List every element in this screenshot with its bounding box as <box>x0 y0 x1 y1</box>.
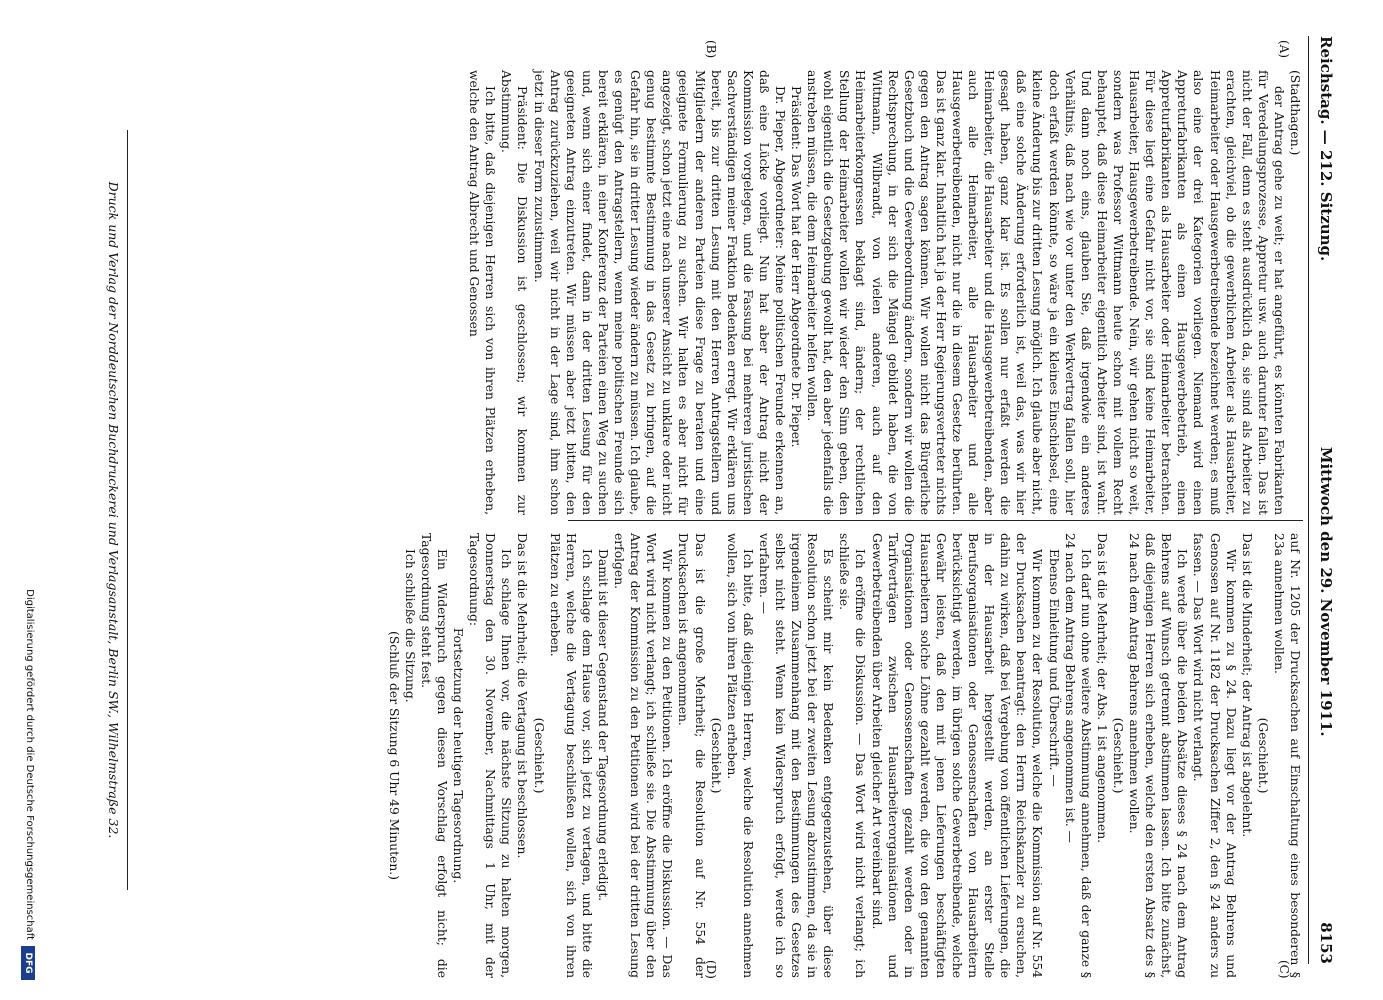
right-paragraph: Fortsetzung der heutigen Tagesordnung. <box>451 627 466 884</box>
page-number: 8153 <box>1317 922 1335 964</box>
right-paragraph: Ein Widerspruch gegen diesen Vorschlag erfolgt nicht; die Tagesordnung steht fest. <box>418 533 450 978</box>
right-paragraph: Ich werde über die beiden Absätze dieses § 24 nach dem Antrag Behrens auf Wunsch getrennt abstimmen lassen. Ich bitte zunächst, daß diejenigen Herren sich erheben, welche den ersten Absatz des § 24 nach dem Antrag Behrens annehmen wollen. <box>1127 533 1190 978</box>
left-paragraph: Präsident: Die Diskussion ist geschlossen; wir kommen zur Abstimmung. <box>499 70 530 515</box>
margin-mark-c: (C) <box>1277 960 1291 979</box>
digitization-credit: Digitalisierung gefördert durch die Deutsche Forschungsgemeinschaft <box>24 589 35 940</box>
right-paragraph: Damit ist dieser Gegenstand der Tagesordnung erledigt. <box>595 549 610 902</box>
right-paragraph: (Schluß der Sitzung 6 Uhr 49 Minuten.) <box>386 631 401 880</box>
right-paragraph: Das ist die Mehrheit; die Vertagung ist beschlossen. <box>515 533 530 859</box>
right-paragraph: Ich schlage Ihnen vor, die nächste Sitzung zu halten morgen, Donnerstag den 30. November, Nachmittags 1 Uhr, mit der Tagesordnung: <box>467 533 514 978</box>
right-paragraph: Das ist die große Mehrheit; die Resolution auf Nr. 554 der Drucksachen ist angenommen. <box>676 533 707 978</box>
margin-mark-a: (A) <box>1277 40 1291 59</box>
right-paragraph: (Geschieht.) <box>1255 717 1270 794</box>
right-paragraph: Wir kommen zu § 24. Dazu liegt vor der Antrag Behrens und Genossen auf Nr. 1182 der Drucksachen Ziffer 2, den § 24 anders zu fassen. — Das Wort wird nicht verlangt. <box>1191 533 1238 978</box>
margin-mark-d: (D) <box>704 960 718 979</box>
header-left: Reichstag. — 212. Sitzung. <box>1317 36 1335 262</box>
left-paragraph: (Stadthagen.) <box>1288 70 1302 156</box>
right-paragraph: Ich eröffne die Diskussion. — Das Wort wird nicht verlangt; ich schließe sie. <box>837 533 868 978</box>
dfg-logo: DFG <box>21 946 35 980</box>
right-paragraph: auf Nr. 1205 der Drucksachen auf Einschaltung eines besonderen § 23a annehmen wollen. <box>1271 533 1302 978</box>
right-paragraph: (Geschieht.) <box>1110 717 1125 794</box>
right-paragraph: Wir kommen zu den Petitionen. Ich eröffne die Diskussion. — Das Wort wird nicht verlangt; ich schließe sie. Die Abstimmung über den Antrag der Kommission zu den Petitionen wird bei der dritten Lesung erfolgen. <box>612 533 675 978</box>
right-paragraph: Ich schließe die Sitzung. <box>402 549 417 703</box>
page-header <box>1308 36 1335 964</box>
right-paragraph: Das ist die Mehrheit; der Abs. 1 ist angenommen. <box>1094 533 1109 844</box>
right-paragraph: (Geschieht.) <box>531 717 546 794</box>
left-paragraph: Dr. Pieper, Abgeordneter: Meine politischen Freunde erkennen an, daß eine Lücke vorliegt. Nun hat aber der Antrag nicht der Kommission vorgelegen, und die Fassung bei mehreren juristischen Sachverständigen meiner Fraktion Bedenken erregt. Wir erklären uns bereit, bis zur dritten Lesung mit den Herren Antragstellern und Mitgliedern der anderen Parteien diese Frage zu beraten und eine geeignete Formulierung zu suchen. Wir halten es aber nicht für angezeigt, schon jetzt eine nach unserer Ansicht zu unklare oder nicht genug bestimmte Bestimmung in das Gesetz zu bringen, auf die Gefahr hin, sie in dritter Lesung wieder ändern zu müssen. Ich glaube, es genügt den Antragstellern, wenn meine politischen Freunde sich bereit erklären, in einer Konferenz der Parteien einen Weg zu suchen und, wenn sich einer findet, dann in der dritten Lesung für den geeigneten Antrag einzutreten. Wir müssen aber jetzt bitten, den Antrag zurückzuziehen, weil wir nicht in der Lage sind, ihm schon jetzt in dieser Form zuzustimmen. <box>531 70 787 515</box>
printer-footer: Druck und Verlag der Norddeutschen Buchdruckerei und Verlagsanstalt, Berlin SW., Wilhelmstraße 32. <box>106 130 128 890</box>
right-paragraph: Ich darf nun ohne weitere Abstimmung annehmen, daß der ganze § 24 nach dem Antrag Behrens angenommen ist. — <box>1062 533 1093 978</box>
right-paragraph: Ebenso Einleitung und Überschrift. — <box>1046 549 1061 787</box>
column-divider <box>568 520 1303 521</box>
left-paragraph: Präsident: Das Wort hat der Herr Abgeordnete Dr. Pieper. <box>789 86 804 448</box>
margin-mark-b: (B) <box>704 40 718 59</box>
header-date: Mittwoch den 29. November 1911. <box>1317 446 1335 737</box>
left-column <box>466 70 1303 515</box>
right-paragraph: Wir kommen zu der Resolution, welche die Kommission auf Nr. 554 der Drucksachen beantragt: den Herrn Reichskanzler zu ersuchen, dahin zu wirken, daß bei Vergebung von öffentlichen Lieferungen, die in der Hausarbeit hergestellt werden, an erster Stelle Berufsorganisationen oder Genossenschaften von Hausarbeitern berücksichtigt werden, im übrigen solche Gewerbetreibende, welche Gewähr leisten, daß den mit jenen Lieferungen beschäftigten Hausarbeitern solche Löhne gezahlt werden, die von den genannten Organisationen oder Genossenschaften gezahlt werden oder in Tarifverträgen zwischen Hausarbeiterorganisationen und Gewerbetreibenden über Arbeiten gleicher Art vereinbart sind. <box>869 533 1045 978</box>
right-paragraph: Ich schlage dem Hause vor, sich jetzt zu vertagen, und bitte die Herren, welche die Vertagung beschließen wollen, sich von ihren Plätzen zu erheben. <box>547 533 594 978</box>
right-paragraph: Das ist die Minderheit; der Antrag ist abgelehnt. <box>1239 533 1254 838</box>
right-paragraph: Es scheint mir kein Bedenken entgegenzustehen, über diese Resolution schon jetzt bei der zweiten Lesung abzustimmen, da sie in irgendeinem Zusammenhang mit den Bestimmungen des Gesetzes selbst nicht steht. Wenn kein Widerspruch erfolgt, werde ich so verfahren. — <box>756 533 836 978</box>
left-paragraph: Ich bitte, daß diejenigen Herren sich von ihren Plätzen erheben, welche den Antrag Albrecht und Genossen <box>467 70 498 515</box>
left-paragraph: der Antrag gehe zu weit; er hat angeführt, es könnten Fabrikanten für Veredelungsprozesse, Appretur usw. auch darunter fallen. Das ist nicht der Fall, denn es steht ausdrücklich da, sie sind als Arbeiter zu erachten, gleichviel, ob die gewerblichen Arbeiter als Hausarbeiter, Heimarbeiter oder Hausgewerbetreibende bezeichnet werden; es muß also eine der drei Kategorien vorliegen. Niemand wird einen Appreturfabrikanten als einen Hausgewerbebetrieb, einen Appreturfabrikanten als Hausarbeiter oder Heimarbeiter betrachten. Für diese liegt eine Gefahr nicht vor, sie sind keine Heimarbeiter, Hausarbeiter, Hausgewerbetreibende. Nein, wir gehen nicht so weit, sondern was Professor Wittmann heute schon mit vollem Recht behauptet, daß diese Heimarbeiter eigentlich Arbeiter sind, ist wahr. Und dann noch eins, glauben Sie, daß irgendwie ein anderes Verhältnis, daß nach wie vor unter den Werkvertrag fallen soll, hier doch erfaßt werden könnte, so wäre ja ein kleines Einschiebsel, eine kleine Änderung bis zur dritten Lesung möglich. Ich glaube aber nicht, daß eine solche Änderung erforderlich ist, weil das, was wir hier gesagt haben, ganz klar ist. Es sollen nur erfaßt werden die Heimarbeiter, die Hausarbeiter und die Hausgewerbetreibenden, aber auch alle Heimarbeiter, alle Hausarbeiter und alle Hausgewerbetreibenden, nicht nur die in diesem Gesetze berührten. Das ist ganz klar. Inhaltlich hat ja der Herr Regierungsvertreter nichts gegen den Antrag sagen können. Wir wollen nicht das Bürgerliche Gesetzbuch und die Gewerbeordnung ändern, sondern wir wollen die Rechtsprechung, in der sich die Mängel gebildet haben, die von Wittmann, Wilbrandt, von vielen anderen, auch auf den Heimarbeiterkongressen beklagt sind, ändern; der rechtlichen Stellung der Heimarbeiter wollen wir wieder den Sinn geben, den wohl eigentlich die Gesetzgebung gewollt hat, den aber jedenfalls die anstreben müssen, die dem Heimarbeiter helfen wollen. <box>805 70 1286 515</box>
right-paragraph: (Geschieht.) <box>708 717 723 794</box>
right-paragraph: Ich bitte, daß diejenigen Herren, welche die Resolution annehmen wollen, sich von ihren Plätzen erheben. <box>724 533 755 978</box>
right-column <box>386 533 1303 978</box>
